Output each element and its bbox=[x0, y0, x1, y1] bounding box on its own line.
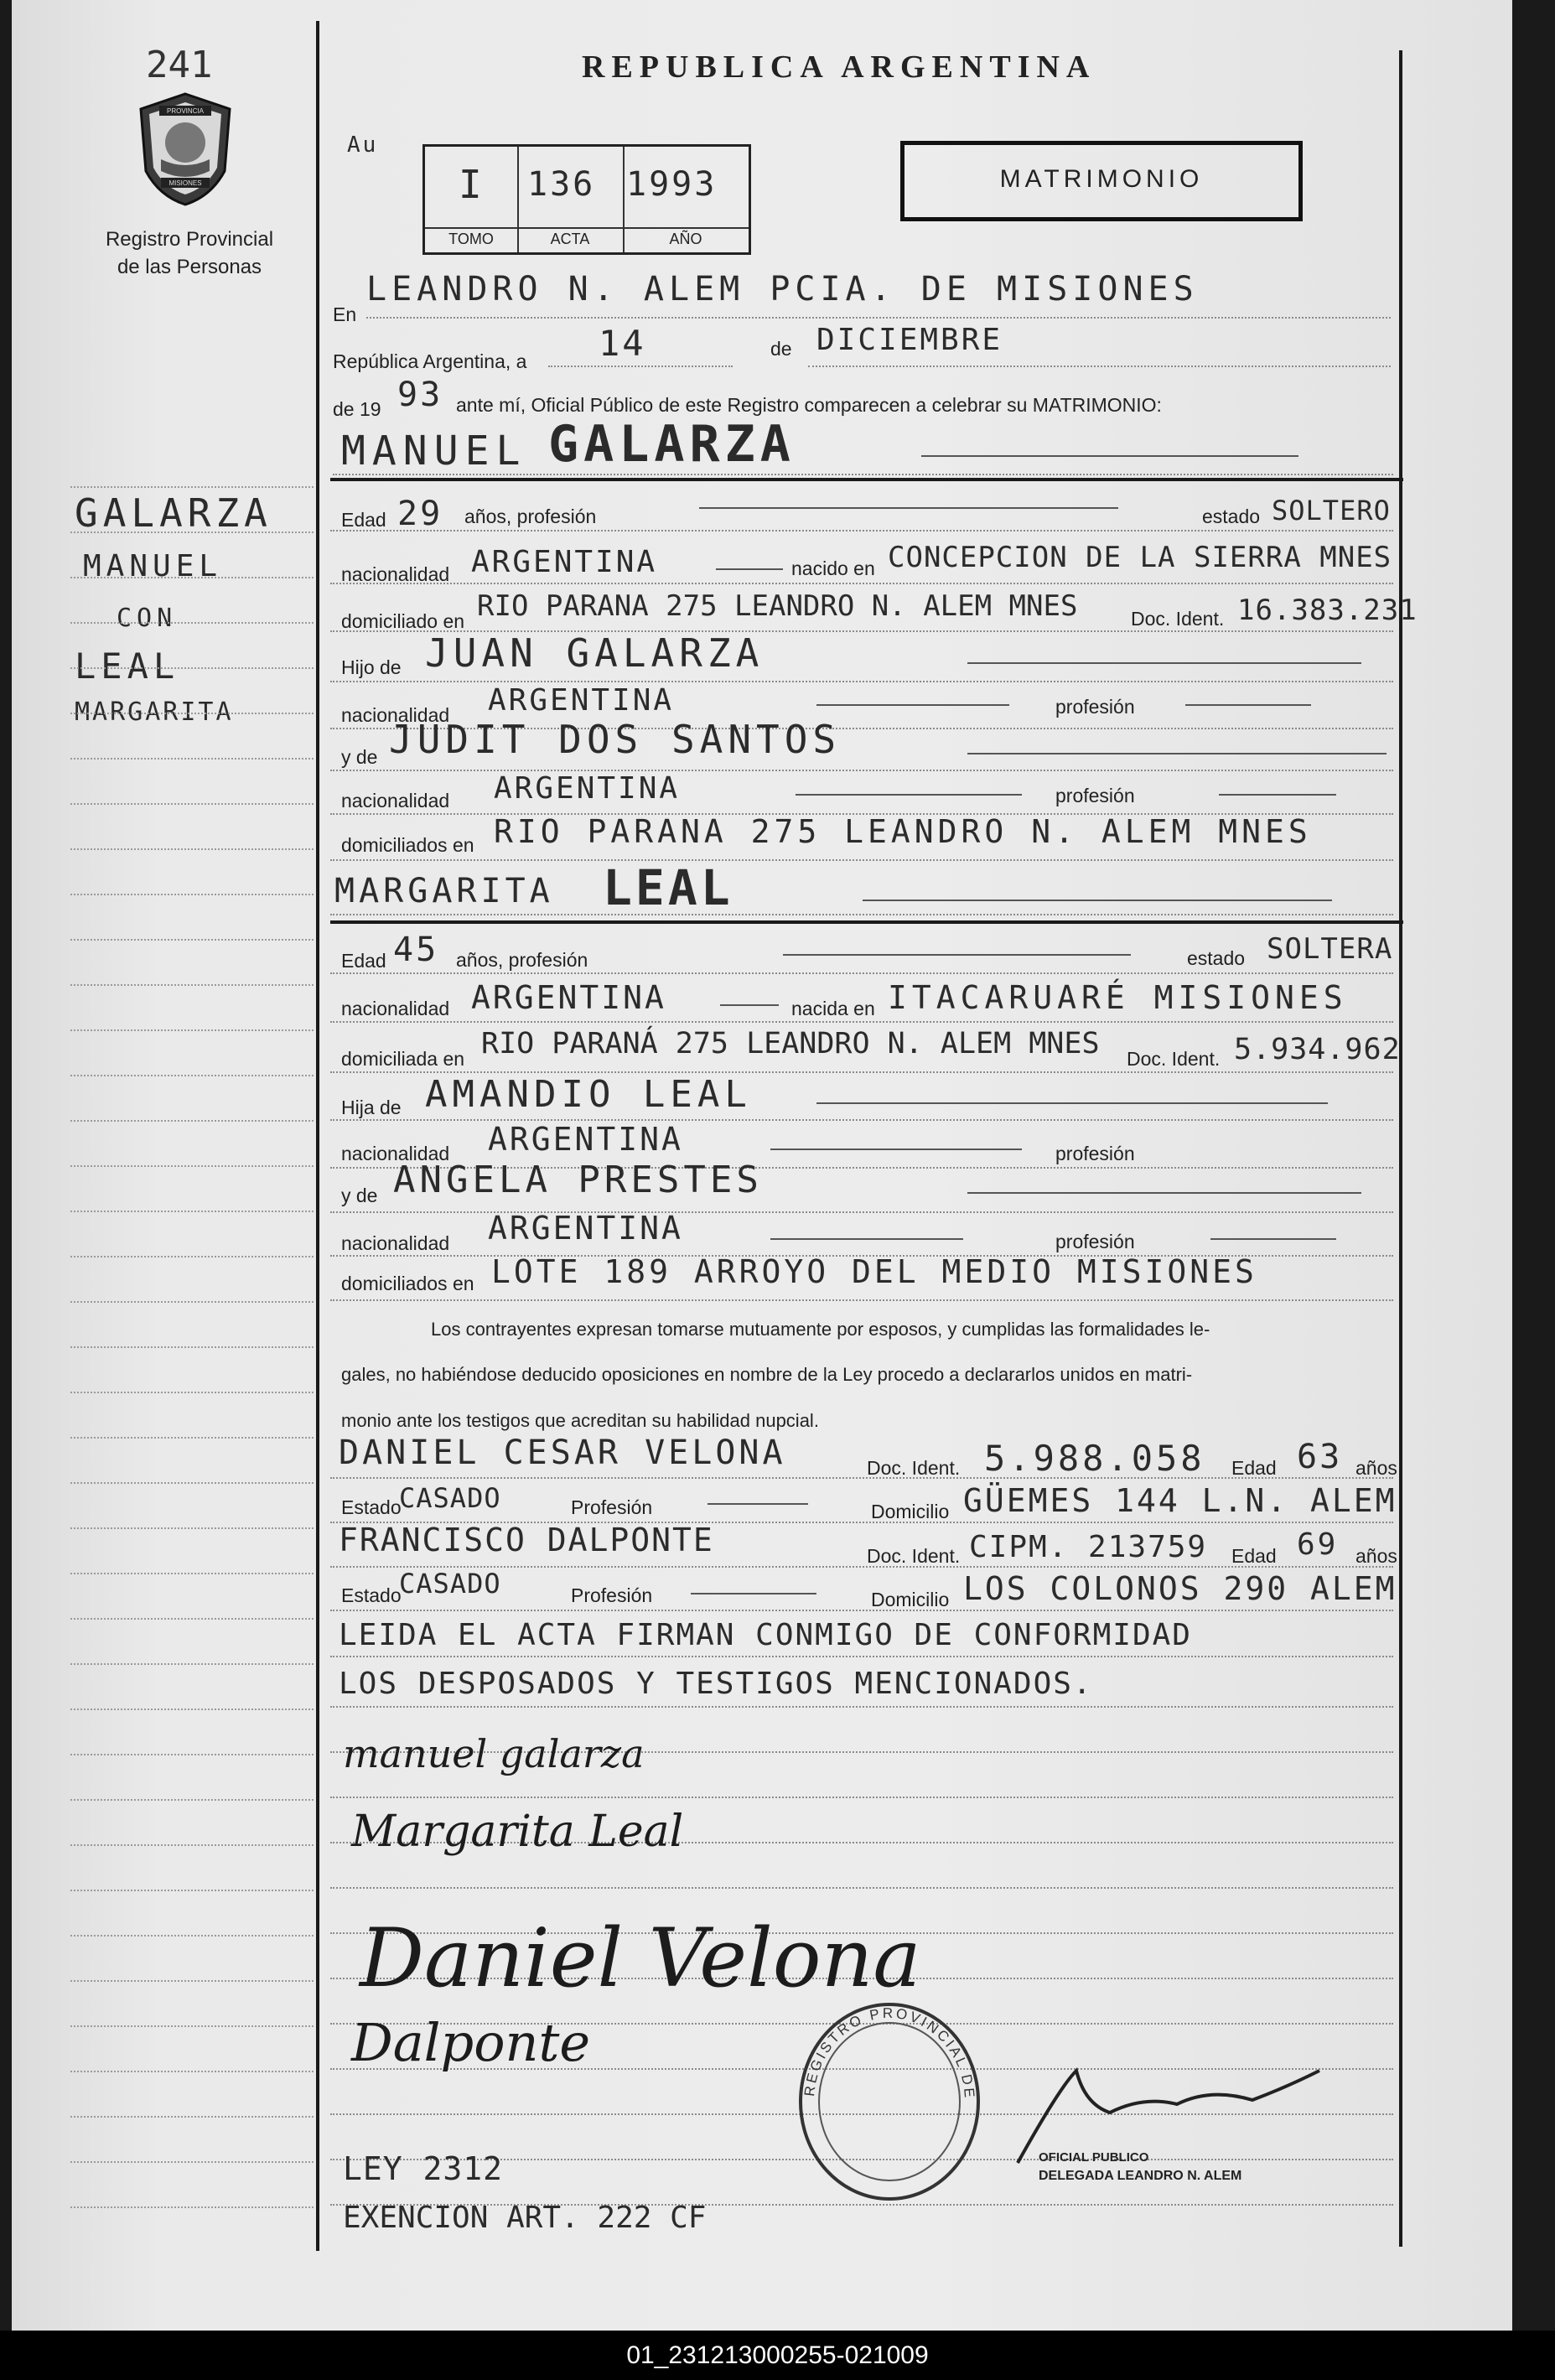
tomo-value: I bbox=[459, 162, 485, 207]
bride-mother-nac: ARGENTINA bbox=[488, 1210, 683, 1247]
bride-doc: 5.934.962 bbox=[1234, 1033, 1401, 1066]
groom-parents-dom-label: domiciliados en bbox=[341, 834, 474, 856]
bride-doc-label: Doc. Ident. bbox=[1127, 1048, 1221, 1070]
bride-nacida-en: ITACARUARÉ MISIONES bbox=[888, 979, 1348, 1016]
page-number: 241 bbox=[146, 44, 213, 86]
tomo-label: TOMO bbox=[425, 227, 517, 248]
ceremony-place: LEANDRO N. ALEM PCIA. DE MISIONES bbox=[366, 270, 1199, 309]
groom-mother-nac-label: nacionalidad bbox=[341, 790, 450, 811]
bride-mother-prof-label: profesión bbox=[1055, 1231, 1135, 1252]
acta-label: ACTA bbox=[517, 227, 623, 248]
official-title-line2: DELEGADA LEANDRO N. ALEM bbox=[1039, 2169, 1242, 2183]
witness2-prof-label: Profesión bbox=[571, 1584, 653, 1606]
groom-mother-nac: ARGENTINA bbox=[494, 771, 681, 806]
bride-signature: Margarita Leal bbox=[351, 1807, 684, 1857]
witness2-anos-label: años bbox=[1355, 1545, 1397, 1567]
bride-prof-label: profesión bbox=[1055, 1143, 1135, 1164]
left-column-divider bbox=[316, 21, 319, 2251]
groom-nacionalidad: ARGENTINA bbox=[471, 545, 658, 579]
closing-line-2: LOS DESPOSADOS Y TESTIGOS MENCIONADOS. bbox=[339, 1667, 1093, 1701]
bride-father-nac: ARGENTINA bbox=[488, 1121, 683, 1158]
margin-name: LEAL bbox=[75, 646, 180, 687]
groom-domicilio: RIO PARANA 275 LEANDRO N. ALEM MNES bbox=[477, 589, 1078, 623]
groom-hijo-label: Hijo de bbox=[341, 656, 402, 678]
document-type: MATRIMONIO bbox=[999, 165, 1204, 193]
witness2-name: FRANCISCO DALPONTE bbox=[339, 1522, 714, 1558]
bride-nacionalidad: ARGENTINA bbox=[471, 979, 666, 1016]
groom-edad: 29 bbox=[397, 495, 443, 533]
office-name-line1: Registro Provincial bbox=[105, 228, 274, 251]
image-id-footer: 01_231213000255-021009 bbox=[0, 2331, 1555, 2380]
groom-nacido-label: nacido en bbox=[791, 557, 875, 579]
exencion-note: EXENCION ART. 222 CF bbox=[343, 2201, 707, 2235]
bride-given-name: MARGARITA bbox=[334, 872, 554, 910]
bride-mother-nac-label: nacionalidad bbox=[341, 1232, 450, 1254]
bride-estado: SOLTERA bbox=[1267, 932, 1393, 966]
witness1-domicilio: GÜEMES 144 L.N. ALEM bbox=[963, 1482, 1397, 1519]
groom-estado-label: estado bbox=[1202, 506, 1261, 527]
witness2-doc: CIPM. 213759 bbox=[969, 1530, 1208, 1564]
witness1-edad-label: Edad bbox=[1231, 1457, 1277, 1479]
witness1-estado-label: Estado bbox=[341, 1496, 402, 1518]
witness2-doc-label: Doc. Ident. bbox=[867, 1545, 961, 1567]
groom-doc: 16.383.231 bbox=[1237, 594, 1418, 627]
groom-given-name: MANUEL bbox=[341, 428, 527, 474]
svg-text:PROVINCIA: PROVINCIA bbox=[166, 107, 205, 115]
bride-nacida-label: nacida en bbox=[791, 998, 875, 1019]
groom-anos-profesion-label: años, profesión bbox=[464, 506, 597, 527]
witness1-anos-label: años bbox=[1355, 1457, 1397, 1479]
groom-yde-label: y de bbox=[341, 746, 378, 768]
witness1-name: DANIEL CESAR VELONA bbox=[339, 1434, 786, 1472]
witness1-dom-label: Domicilio bbox=[871, 1501, 950, 1522]
ano-value: 1993 bbox=[626, 165, 718, 204]
declaration-line-3: monio ante los testigos que acreditan su habilidad nupcial. bbox=[341, 1410, 819, 1431]
en-label: En bbox=[333, 303, 357, 325]
de-label: de bbox=[770, 338, 792, 360]
witness1-doc: 5.988.058 bbox=[984, 1438, 1205, 1479]
bride-dom-label: domiciliada en bbox=[341, 1048, 465, 1070]
bride-yde-label: y de bbox=[341, 1185, 378, 1206]
witness2-domicilio: LOS COLONOS 290 ALEM bbox=[963, 1570, 1397, 1607]
witness1-prof-label: Profesión bbox=[571, 1496, 653, 1518]
de19-label: de 19 bbox=[333, 398, 381, 420]
declaration-line-2: gales, no habiéndose deducido oposiciones en nombre de la Ley procedo a declararlos unidos en matri- bbox=[341, 1364, 1193, 1385]
witness1-edad: 63 bbox=[1297, 1438, 1343, 1476]
office-name-line2: de las Personas bbox=[117, 256, 262, 278]
groom-nacido-en: CONCEPCION DE LA SIERRA MNES bbox=[888, 541, 1392, 574]
groom-doc-label: Doc. Ident. bbox=[1131, 608, 1225, 630]
bride-nac-label: nacionalidad bbox=[341, 998, 450, 1019]
groom-estado: SOLTERO bbox=[1272, 495, 1391, 526]
bride-anos-profesion-label: años, profesión bbox=[456, 949, 588, 971]
right-border-line bbox=[1399, 50, 1402, 2247]
register-page bbox=[12, 0, 1512, 2331]
bride-edad: 45 bbox=[393, 931, 439, 969]
groom-dom-label: domiciliado en bbox=[341, 610, 465, 632]
witness2-edad: 69 bbox=[1297, 1527, 1339, 1562]
witness2-estado-label: Estado bbox=[341, 1584, 402, 1606]
official-round-stamp bbox=[796, 1999, 984, 2205]
groom-father-nac-label: nacionalidad bbox=[341, 704, 450, 726]
ley-note: LEY 2312 bbox=[343, 2150, 504, 2187]
groom-father-nac: ARGENTINA bbox=[488, 683, 675, 718]
ceremony-year: 93 bbox=[397, 376, 443, 414]
ano-label: AÑO bbox=[623, 227, 749, 248]
registry-reference-box bbox=[422, 144, 751, 255]
bride-father: AMANDIO LEAL bbox=[425, 1073, 752, 1116]
groom-nac-label: nacionalidad bbox=[341, 563, 450, 585]
bride-estado-label: estado bbox=[1187, 947, 1246, 969]
acta-value: 136 bbox=[527, 165, 596, 204]
groom-section-top-rule bbox=[330, 478, 1403, 481]
ceremony-day: 14 bbox=[599, 323, 646, 364]
bride-parents-dom: LOTE 189 ARROYO DEL MEDIO MISIONES bbox=[491, 1253, 1257, 1290]
witness1-signature: Daniel Velona bbox=[360, 1911, 921, 2005]
margin-name: MARGARITA bbox=[75, 697, 234, 727]
groom-father: JUAN GALARZA bbox=[425, 630, 765, 676]
registrar-initials: Au bbox=[347, 132, 379, 158]
official-title-line1: OFICIAL PUBLICO bbox=[1039, 2150, 1149, 2165]
groom-signature: manuel galarza bbox=[343, 1731, 645, 1776]
republica-label: República Argentina, a bbox=[333, 350, 527, 372]
witness2-edad-label: Edad bbox=[1231, 1545, 1277, 1567]
margin-name: MANUEL bbox=[83, 549, 223, 583]
closing-line-1: LEIDA EL ACTA FIRMAN CONMIGO DE CONFORMIDAD bbox=[339, 1618, 1192, 1652]
margin-name: GALARZA bbox=[75, 490, 272, 536]
groom-edad-label: Edad bbox=[341, 509, 386, 531]
groom-mother-prof-label: profesión bbox=[1055, 785, 1135, 806]
bride-father-nac-label: nacionalidad bbox=[341, 1143, 450, 1164]
document-type-box bbox=[900, 141, 1303, 221]
bride-surname: LEAL bbox=[603, 859, 733, 916]
svg-text:MISIONES: MISIONES bbox=[168, 179, 202, 187]
bride-edad-label: Edad bbox=[341, 950, 386, 972]
country-title: REPUBLICA ARGENTINA bbox=[582, 49, 1096, 85]
witness2-dom-label: Domicilio bbox=[871, 1589, 950, 1610]
bride-section-top-rule bbox=[330, 920, 1403, 924]
bride-mother: ANGELA PRESTES bbox=[393, 1159, 763, 1201]
groom-prof-label: profesión bbox=[1055, 696, 1135, 718]
margin-name: CON bbox=[117, 604, 178, 633]
provincial-seal-logo bbox=[136, 91, 235, 208]
witness2-estado: CASADO bbox=[399, 1568, 501, 1600]
bride-parents-dom-label: domiciliados en bbox=[341, 1273, 474, 1294]
ante-text: ante mí, Oficial Público de este Registro comparecen a celebrar su MATRIMONIO: bbox=[456, 394, 1162, 416]
svg-text:REGISTRO PROVINCIAL DE LAS PER: REGISTRO PROVINCIAL DE bbox=[801, 2004, 978, 2101]
bride-domicilio: RIO PARANÁ 275 LEANDRO N. ALEM MNES bbox=[481, 1027, 1100, 1060]
groom-parents-dom: RIO PARANA 275 LEANDRO N. ALEM MNES bbox=[494, 813, 1312, 850]
declaration-line-1: Los contrayentes expresan tomarse mutuamente por esposos, y cumplidas las formalidades le- bbox=[431, 1319, 1210, 1340]
witness2-signature: Dalponte bbox=[351, 2012, 591, 2073]
witness1-estado: CASADO bbox=[399, 1482, 501, 1514]
bride-hija-label: Hija de bbox=[341, 1097, 402, 1118]
groom-mother: JUDIT DOS SANTOS bbox=[389, 717, 842, 762]
witness1-doc-label: Doc. Ident. bbox=[867, 1457, 961, 1479]
ceremony-month: DICIEMBRE bbox=[816, 323, 1003, 357]
groom-surname: GALARZA bbox=[548, 415, 796, 474]
